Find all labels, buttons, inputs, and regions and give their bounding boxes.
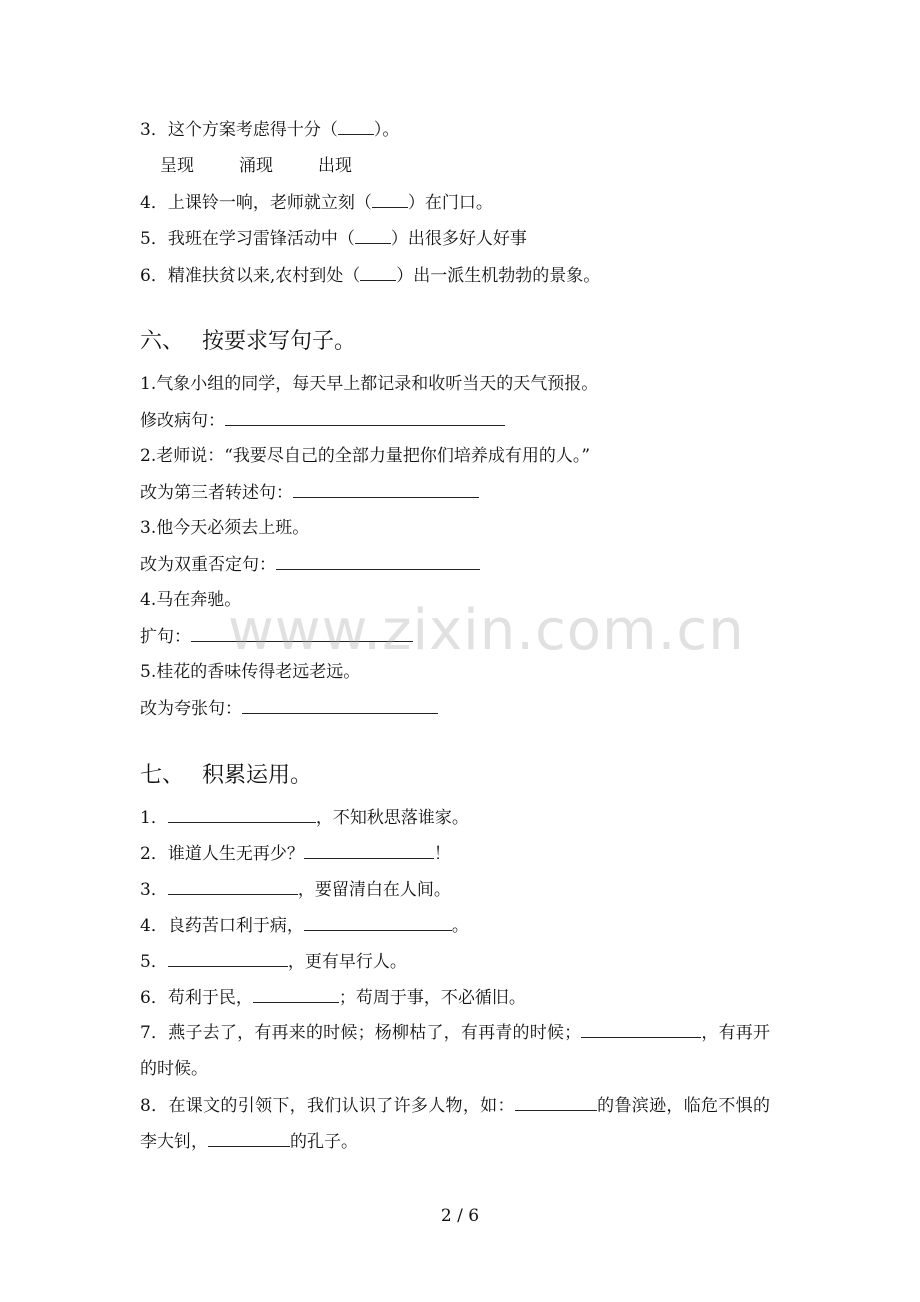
answer-blank[interactable]: [168, 806, 316, 823]
task-6-1: 修改病句：: [140, 409, 505, 432]
answer-line[interactable]: [225, 409, 505, 426]
question-7-6: 6．苟利于民， ；苟周于事，不必循旧。: [140, 988, 526, 1008]
task-6-4: 扩句：: [140, 625, 413, 648]
word-options: [160, 155, 352, 177]
question-5-6: 6．精准扶贫以来,农村到处（ ）出一派生机勃勃的景象。: [140, 266, 601, 286]
question-7-4: 4．良药苦口利于病， 。: [140, 916, 469, 936]
answer-blank[interactable]: [168, 878, 298, 895]
sentence-6-5: 5.桂花的香味传得老远老远。: [140, 662, 361, 682]
question-7-1: 1． ，不知秋思落谁家。: [140, 808, 469, 828]
answer-blank[interactable]: [168, 950, 288, 967]
answer-blank[interactable]: [360, 264, 396, 281]
answer-line[interactable]: [242, 697, 438, 714]
task-6-2: 改为第三者转述句：: [140, 481, 479, 504]
option-word: 出现: [318, 156, 352, 176]
question-5-3: 3．这个方案考虑得十分（ ）。: [140, 120, 400, 140]
question-7-7: 7．燕子去了，有再来的时候；杨柳枯了，有再青的时候； ，有再开的时候。: [140, 1023, 771, 1079]
answer-blank[interactable]: [253, 986, 339, 1003]
sentence-6-3: 3.他今天必须去上班。: [140, 518, 310, 538]
sentence-6-2: 2.老师说：“我要尽自己的全部力量把你们培养成有用的人。”: [140, 446, 591, 466]
question-5-4: 4．上课铃一响，老师就立刻（ ）在门口。: [140, 193, 493, 213]
question-7-2: 2．谁道人生无再少？ ！: [140, 844, 451, 864]
answer-line[interactable]: [293, 481, 479, 498]
sentence-6-4: 4.马在奔驰。: [140, 590, 242, 610]
task-6-5: 改为夸张句：: [140, 697, 438, 720]
answer-blank[interactable]: [304, 914, 452, 931]
question-7-8: 8．在课文的引领下，我们认识了许多人物，如： 的鲁滨逊，临危不惧的李大钊， 的孔子。: [140, 1096, 770, 1152]
question-5-5: 5．我班在学习雷锋活动中（ ）出很多好人好事: [140, 229, 527, 249]
page-number: 2 / 6: [440, 1206, 480, 1226]
answer-blank[interactable]: [581, 1021, 701, 1038]
answer-blank[interactable]: [372, 191, 408, 208]
answer-blank[interactable]: [338, 118, 374, 135]
answer-blank[interactable]: [355, 227, 391, 244]
section-6-heading: 六、 按要求写句子。: [140, 329, 357, 354]
question-7-5: 5． ，更有早行人。: [140, 952, 407, 972]
question-7-3: 3． ，要留清白在人间。: [140, 880, 451, 900]
watermark: www.zixin.com.cn: [228, 598, 745, 663]
answer-blank[interactable]: [304, 842, 434, 859]
sentence-6-1: 1.气象小组的同学，每天早上都记录和收听当天的天气预报。: [140, 374, 599, 394]
answer-blank[interactable]: [208, 1130, 290, 1147]
task-6-3: 改为双重否定句：: [140, 553, 480, 576]
option-word: 呈现: [160, 156, 194, 176]
answer-blank[interactable]: [515, 1094, 597, 1111]
section-7-heading: 七、 积累运用。: [140, 763, 313, 788]
option-word: 涌现: [239, 156, 273, 176]
answer-line[interactable]: [276, 553, 480, 570]
